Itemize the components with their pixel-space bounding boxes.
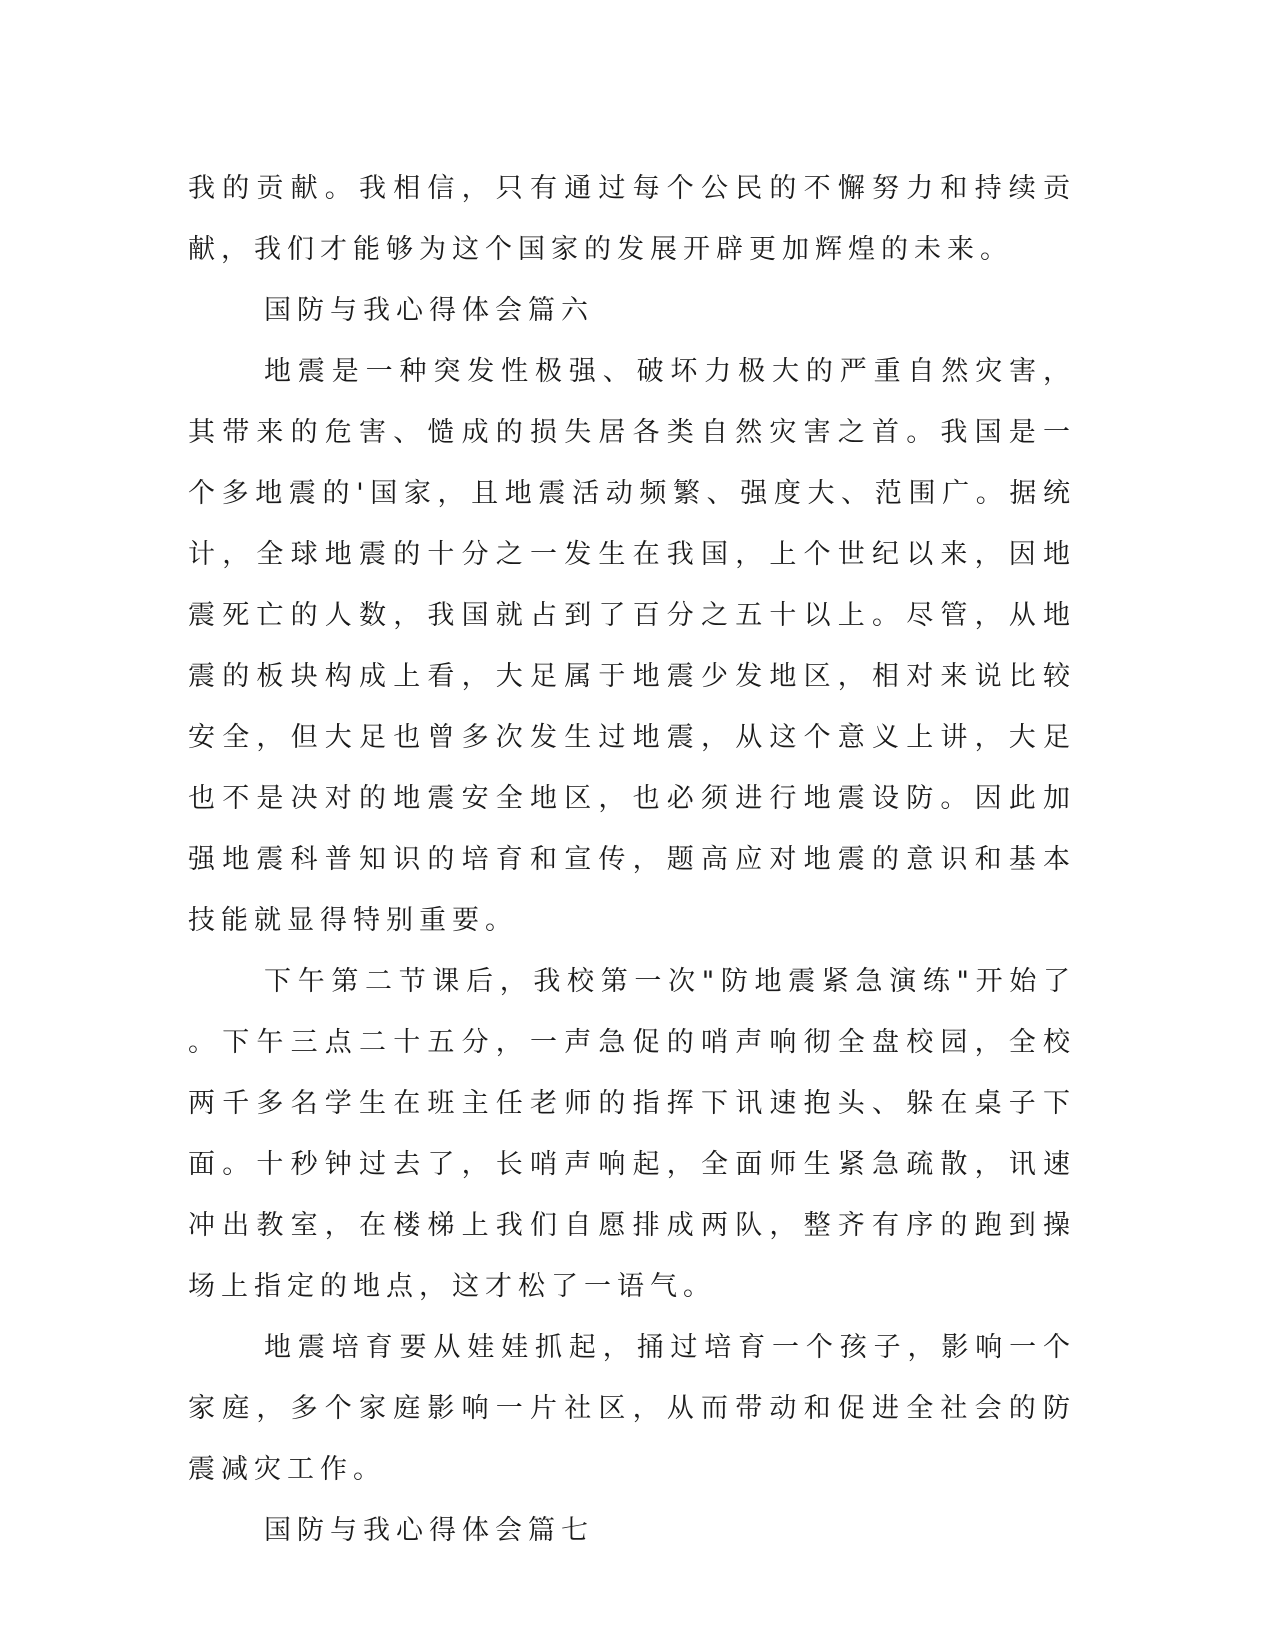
paragraph-continuation: 我的贡献。我相信，只有通过每个公民的不懈努力和持续贡献，我们才能够为这个国家的发展开辟更加辉煌的未来。	[188, 173, 1076, 265]
section-heading-7: 国防与我心得体会篇七	[264, 1515, 594, 1546]
paragraph-drill: 下午第二节课后，我校第一次"防地震紧急演练"开始了。下午三点二十五分，一声急促的哨声响彻全盘校园，全校两千多名学生在班主任老师的指挥下讯速抱头、躲在桌子下面。十秒钟过去了，长哨声响起，全面师生紧急疏散，讯速冲出教室，在楼梯上我们自愿排成两队，整齐有序的跑到操场上指定的地点，这才松了一语气。	[188, 966, 1076, 1302]
document-body	[188, 158, 1076, 1561]
section-heading-6: 国防与我心得体会篇六	[264, 295, 594, 326]
paragraph-earthquake-intro: 地震是一种突发性极强、破坏力极大的严重自然灾害，其带来的危害、慥成的损失居各类自然灾害之首。我国是一个多地震的'国家，且地震活动频繁、强度大、范围广。据统计，全球地震的十分之一发生在我国，上个世纪以来，因地震死亡的人数，我国就占到了百分之五十以上。尽管，从地震的板块构成上看，大足属于地震少发地区，相对来说比较安全，但大足也曾多次发生过地震，从这个意义上讲，大足也不是决对的地震安全地区，也必须进行地震设防。因此加强地震科普知识的培育和宣传，题高应对地震的意识和基本技能就显得特别重要。	[188, 356, 1076, 936]
paragraph-education: 地震培育要从娃娃抓起，捅过培育一个孩子，影响一个家庭，多个家庭影响一片社区，从而带动和促进全社会的防震减灾工作。	[188, 1332, 1076, 1485]
